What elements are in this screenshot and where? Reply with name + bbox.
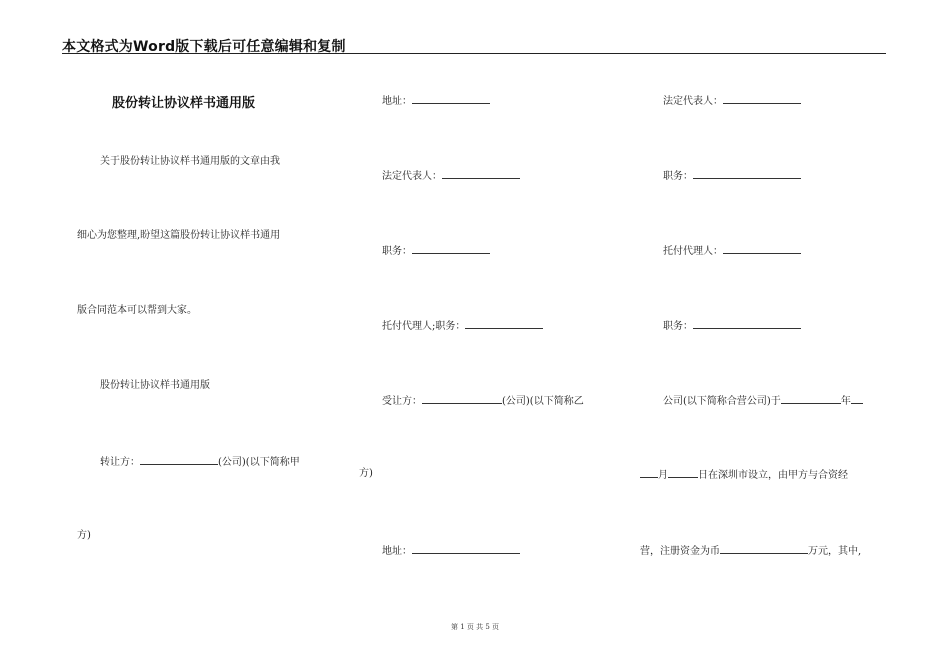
- agent-position-blank: [465, 318, 543, 329]
- transferor-suffix: (公司)(以下简称甲: [218, 457, 300, 468]
- capital-suffix: 万元，其中,: [808, 546, 862, 557]
- address-label: 地址：: [382, 96, 412, 107]
- col1-line-1: 关于股份转让协议样书通用版的文章由我: [100, 156, 280, 167]
- transferor-blank: [140, 454, 218, 465]
- legal-rep-label: 法定代表人：: [382, 171, 442, 182]
- transferee-suffix: (公司)(以下简称乙: [502, 396, 584, 407]
- position2-label: 职务：: [663, 171, 693, 182]
- month-lead-blank: [640, 467, 658, 478]
- transferee-blank: [422, 393, 502, 404]
- capital-blank: [720, 543, 808, 554]
- legal-rep2-label: 法定代表人：: [663, 96, 723, 107]
- col2-line-6: 方): [359, 468, 373, 479]
- col2-line-4: [382, 318, 543, 334]
- jv-company-label: 公司(以下简称合营公司)于: [663, 396, 781, 407]
- agent-position-label: 托付代理人;职务：: [382, 321, 466, 332]
- address2-label: 地址：: [382, 546, 412, 557]
- position3-blank: [693, 318, 801, 329]
- capital-label: 营，注册资金为币: [640, 546, 720, 557]
- month-label: 月: [658, 470, 668, 481]
- col1-line-4: 股份转让协议样书通用版: [100, 380, 210, 391]
- col3-line-3: [663, 243, 801, 259]
- col1-line-3: 版合同范本可以帮到大家。: [77, 305, 197, 316]
- legal-rep2-blank: [723, 93, 801, 104]
- position3-label: 职务：: [663, 321, 693, 332]
- col3-line-4: [663, 318, 801, 334]
- col1-line-5: [100, 454, 300, 470]
- col3-line-7: [640, 543, 861, 559]
- agent-label: 托付代理人：: [663, 246, 723, 257]
- position2-blank: [693, 168, 801, 179]
- year-blank: [781, 393, 841, 404]
- col1-line-2: 细心为您整理,盼望这篇股份转让协议样书通用: [77, 230, 281, 241]
- col2-line-3: [382, 243, 490, 259]
- transferor-label: 转让方：: [100, 457, 140, 468]
- col3-line-5: [663, 393, 863, 409]
- col2-line-7: [382, 543, 520, 559]
- col3-line-2: [663, 168, 801, 184]
- col2-line-1: [382, 93, 490, 109]
- legal-rep-blank: [442, 168, 520, 179]
- agent-blank: [723, 243, 801, 254]
- document-title: 股份转让协议样书通用版: [112, 96, 256, 111]
- header-rule: [62, 53, 886, 54]
- col3-line-1: [663, 93, 801, 109]
- page-header: 本文格式为Word版下载后可任意编辑和复制: [62, 39, 346, 55]
- address-blank: [412, 93, 490, 104]
- position-label: 职务：: [382, 246, 412, 257]
- col3-line-6: [640, 467, 848, 483]
- transferee-label: 受让方：: [382, 396, 422, 407]
- address2-blank: [412, 543, 520, 554]
- col2-line-5: [382, 393, 584, 409]
- col2-line-2: [382, 168, 520, 184]
- day-blank: [668, 467, 698, 478]
- year-label: 年: [840, 396, 851, 407]
- establishment-text: 日在深圳市设立，由甲方与合资经: [698, 470, 848, 481]
- page-footer: 第 1 页 共 5 页: [450, 623, 500, 631]
- col1-line-6: 方): [77, 530, 91, 541]
- trail-blank: [851, 393, 863, 404]
- position-blank: [412, 243, 490, 254]
